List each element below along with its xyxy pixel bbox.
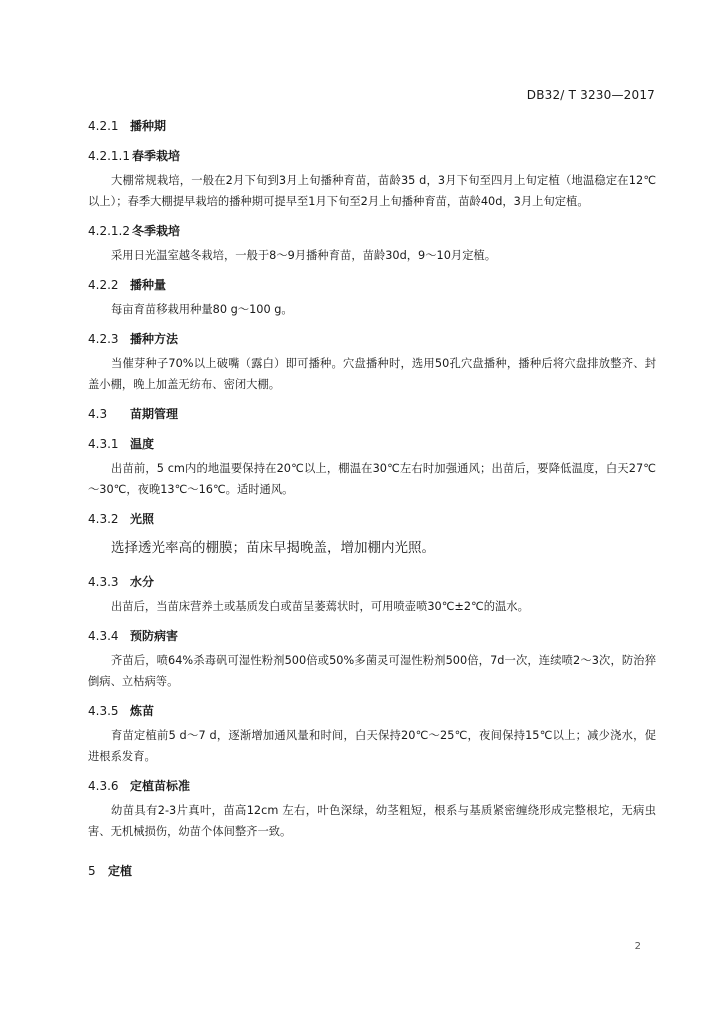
document-code: DB32/ T 3230—2017 xyxy=(526,88,655,102)
section-paragraph: 齐苗后，喷64%杀毒矾可湿性粉剂500倍或50%多菌灵可湿性粉剂500倍，7d一次，连续喷2～3次，防治猝倒病、立枯病等。 xyxy=(88,654,656,688)
section-paragraph: 幼苗具有2-3片真叶，苗高12cm 左右，叶色深绿，幼茎粗短，根系与基质紧密缠绕形成完整根坨，无病虫害、无机械损伤，幼苗个体间整齐一致。 xyxy=(88,804,656,838)
section-heading xyxy=(88,777,656,795)
section-heading xyxy=(88,702,656,720)
section-paragraph: 育苗定植前5 d～7 d，逐渐增加通风量和时间，白天保持20℃～25℃，夜间保持15℃以上；减少浇水，促进根系发育。 xyxy=(88,729,656,763)
section-title: 温度 xyxy=(130,437,155,451)
section-number: 4.2.2 xyxy=(88,278,119,292)
section-number: 4.2.3 xyxy=(88,332,119,346)
section-title: 水分 xyxy=(130,575,155,589)
section-number: 4.2.1 xyxy=(88,119,119,133)
section-paragraph: 出苗后，当苗床营养土或基质发白或苗呈萎蔫状时，可用喷壶喷30℃±2℃的温水。 xyxy=(111,600,529,613)
section-heading xyxy=(88,573,656,591)
section-heading xyxy=(88,147,656,165)
section-heading xyxy=(88,222,656,240)
section-paragraph: 出苗前，5 cm内的地温要保持在20℃以上，棚温在30℃左右时加强通风；出苗后，要降低温度，白天27℃～30℃，夜晚13℃～16℃。适时通风。 xyxy=(88,462,656,496)
section-title: 定植苗标准 xyxy=(130,779,191,793)
section-title: 播种方法 xyxy=(130,332,179,346)
section-heading xyxy=(88,862,656,880)
document-body xyxy=(88,117,656,880)
section-paragraph: 大棚常规栽培，一般在2月下旬到3月上旬播种育苗，苗龄35 d，3月下旬至四月上旬定植（地温稳定在12℃以上）；春季大棚提早栽培的播种期可提早至1月下旬至2月上旬播种育苗，苗龄40d，3月上旬定植。 xyxy=(88,174,656,208)
section-number: 4.3.5 xyxy=(88,704,119,718)
section-heading xyxy=(88,276,656,294)
section-paragraph: 当催芽种子70%以上破嘴（露白）即可播种。穴盘播种时，选用50孔穴盘播种，播种后将穴盘排放整齐、封盖小棚，晚上加盖无纺布、密闭大棚。 xyxy=(88,357,656,391)
section-title: 预防病害 xyxy=(130,629,179,643)
section-number: 4.3.4 xyxy=(88,629,119,643)
section-title: 播种期 xyxy=(130,119,167,133)
section-paragraph: 采用日光温室越冬栽培，一般于8～9月播种育苗，苗龄30d，9～10月定植。 xyxy=(111,249,497,262)
section-number: 5 xyxy=(88,864,96,878)
section-paragraph: 每亩育苗移栽用种量80 g～100 g。 xyxy=(111,303,293,316)
section-title: 定植 xyxy=(108,864,133,878)
section-heading xyxy=(88,405,656,423)
section-title: 冬季栽培 xyxy=(131,224,180,238)
section-title: 光照 xyxy=(130,512,155,526)
section-number: 4.3.2 xyxy=(88,512,119,526)
section-heading xyxy=(88,330,656,348)
section-heading xyxy=(88,435,656,453)
section-number: 4.3.6 xyxy=(88,779,119,793)
section-title: 炼苗 xyxy=(130,704,155,718)
section-number: 4.3 xyxy=(88,407,108,421)
section-number: 4.2.1.1 xyxy=(88,149,130,163)
section-number: 4.3.1 xyxy=(88,437,119,451)
section-number: 4.2.1.2 xyxy=(88,224,130,238)
section-number: 4.3.3 xyxy=(88,575,119,589)
section-title: 播种量 xyxy=(130,278,167,292)
section-title: 苗期管理 xyxy=(130,407,179,421)
section-heading xyxy=(88,117,656,135)
section-paragraph: 选择透光率高的棚膜；苗床早揭晚盖，增加棚内光照。 xyxy=(111,540,435,556)
section-heading xyxy=(88,627,656,645)
section-heading xyxy=(88,510,656,528)
section-title: 春季栽培 xyxy=(131,149,180,163)
page-number: 2 xyxy=(634,941,641,952)
